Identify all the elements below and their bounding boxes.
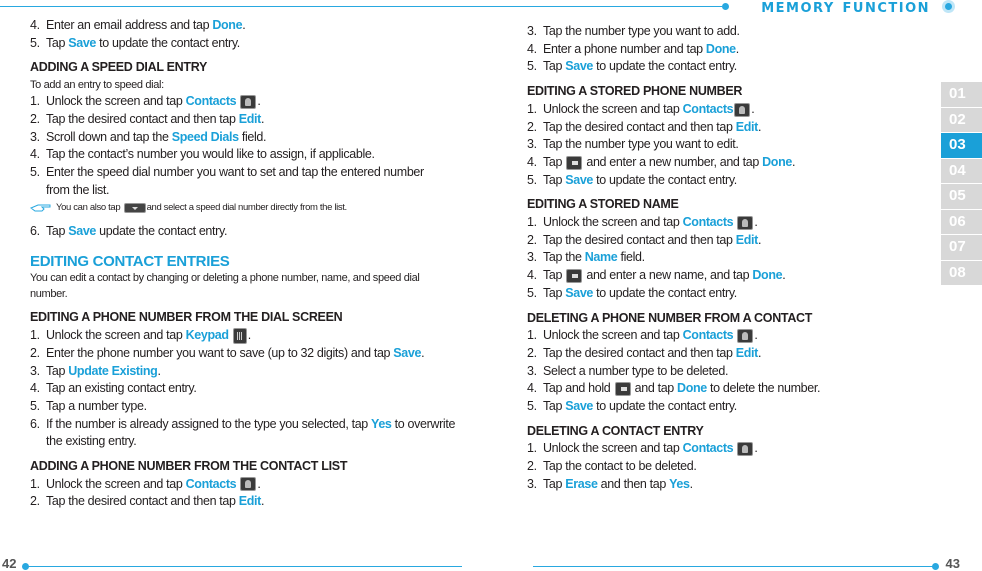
- contacts-icon: [240, 95, 256, 109]
- chapter-tab[interactable]: 02: [941, 108, 982, 133]
- step: 3. Tap Erase and then tap Yes.: [527, 476, 693, 491]
- delete-icon: [615, 382, 631, 396]
- step: 3. Tap the Name field.: [527, 250, 645, 265]
- top-rule: [0, 6, 722, 7]
- step: 1. Unlock the screen and tap Contacts .: [30, 476, 261, 491]
- step: 5. Enter the speed dial number you want to set and tap the entered number: [30, 164, 424, 179]
- step: 3. Select a number type to be deleted.: [527, 363, 729, 378]
- section-title: memory function: [761, 0, 930, 17]
- pointing-hand-icon: [30, 202, 56, 214]
- step: 3. Tap Update Existing.: [30, 363, 161, 378]
- chapter-tab[interactable]: 05: [941, 184, 982, 209]
- step: 1. Unlock the screen and tap Contacts .: [30, 94, 261, 109]
- bottom-rule-left: [26, 566, 462, 567]
- chapter-tab[interactable]: 01: [941, 82, 982, 107]
- section-intro: You can edit a contact by changing or deleting a phone number, name, and speed dial: [30, 272, 420, 285]
- top-rule-end-dot: [945, 3, 952, 10]
- step: 4. Tap and hold and tap Done to delete the number.: [527, 381, 821, 396]
- bottom-rule-left-dot: [22, 563, 29, 570]
- step: 1. Unlock the screen and tap Contacts .: [527, 441, 758, 456]
- step: 1. Unlock the screen and tap Contacts .: [527, 328, 758, 343]
- step: 1. Unlock the screen and tap Contacts .: [527, 101, 755, 116]
- chapter-tab[interactable]: 04: [941, 159, 982, 184]
- step: 4. Tap the contact’s number you would like to assign, if applicable.: [30, 147, 375, 162]
- chapter-tab-active[interactable]: 03: [941, 133, 982, 158]
- page-number-right: 43: [945, 556, 960, 571]
- step: 4. Tap an existing contact entry.: [30, 381, 197, 396]
- step: 5. Tap Save to update the contact entry.: [527, 59, 737, 74]
- section-heading: EDITING A PHONE NUMBER FROM THE DIAL SCREEN: [30, 310, 343, 325]
- contacts-icon: [737, 442, 753, 456]
- step: 4. Enter a phone number and tap Done.: [527, 41, 739, 56]
- section-heading: DELETING A PHONE NUMBER FROM A CONTACT: [527, 310, 813, 325]
- page-number-left: 42: [2, 556, 17, 571]
- step-continued: from the list.: [46, 182, 110, 197]
- step: 2. Tap the desired contact and then tap Edit.: [527, 345, 762, 360]
- note: You can also tap and select a speed dial number directly from the list.: [30, 199, 450, 217]
- step: 4. Enter an email address and tap Done.: [30, 18, 246, 32]
- keypad-icon: [233, 328, 247, 344]
- delete-icon: [566, 269, 582, 283]
- section-intro: To add an entry to speed dial:: [30, 79, 164, 92]
- step: 2. Tap the desired contact and then tap Edit.: [527, 232, 762, 247]
- bottom-rule-right-dot: [932, 563, 939, 570]
- step: 5. Tap Save to update the contact entry.: [527, 399, 737, 414]
- step: 2. Enter the phone number you want to save (up to 32 digits) and tap Save.: [30, 345, 425, 360]
- chapter-tab[interactable]: 07: [941, 235, 982, 260]
- bottom-rule-right: [533, 566, 933, 567]
- section-heading: ADDING A PHONE NUMBER FROM THE CONTACT LIST: [30, 459, 348, 474]
- step-continued: the existing entry.: [46, 434, 137, 449]
- left-page: [30, 17, 456, 511]
- contacts-icon: [737, 216, 753, 230]
- step: 3. Tap the number type you want to add.: [527, 24, 740, 38]
- step: 1. Unlock the screen and tap Contacts .: [527, 215, 758, 230]
- step: 2. Tap the desired contact and then tap Edit.: [30, 111, 265, 126]
- section-heading: EDITING A STORED NAME: [527, 197, 679, 212]
- step: 5. Tap Save to update the contact entry.: [527, 285, 737, 300]
- step: 2. Tap the desired contact and then tap Edit.: [30, 494, 265, 509]
- contacts-icon: [240, 477, 256, 491]
- dropdown-arrow-icon: [124, 203, 146, 213]
- step: 5. Tap Save to update the contact entry.: [30, 35, 240, 50]
- step: 4. Tap and enter a new number, and tap Done.: [527, 154, 796, 169]
- section-heading: DELETING A CONTACT ENTRY: [527, 423, 704, 438]
- step: 2. Tap the desired contact and then tap Edit.: [527, 119, 762, 134]
- section-intro: number.: [30, 288, 68, 301]
- top-rule-dot: [722, 3, 729, 10]
- step: 6. If the number is already assigned to the type you selected, tap Yes to overwrite: [30, 416, 456, 431]
- section-heading: EDITING A STORED PHONE NUMBER: [527, 84, 743, 99]
- step: 6. Tap Save update the contact entry.: [30, 224, 228, 239]
- step: 5. Tap a number type.: [30, 398, 147, 413]
- chapter-tab[interactable]: 06: [941, 210, 982, 235]
- section-heading: ADDING A SPEED DIAL ENTRY: [30, 60, 208, 75]
- step: 1. Unlock the screen and tap Keypad .: [30, 328, 251, 343]
- chapter-heading: EDITING CONTACT ENTRIES: [30, 252, 230, 270]
- chapter-tabs: [941, 82, 982, 286]
- right-page: [527, 23, 927, 494]
- step: 2. Tap the contact to be deleted.: [527, 459, 697, 474]
- step: 3. Scroll down and tap the Speed Dials field.: [30, 129, 267, 144]
- chapter-tab[interactable]: 08: [941, 261, 982, 286]
- delete-icon: [566, 156, 582, 170]
- step: 4. Tap and enter a new name, and tap Done.: [527, 268, 786, 283]
- step: 3. Tap the number type you want to edit.: [527, 137, 739, 152]
- contacts-icon: [737, 329, 753, 343]
- step: 5. Tap Save to update the contact entry.: [527, 172, 737, 187]
- contacts-icon: [734, 103, 750, 117]
